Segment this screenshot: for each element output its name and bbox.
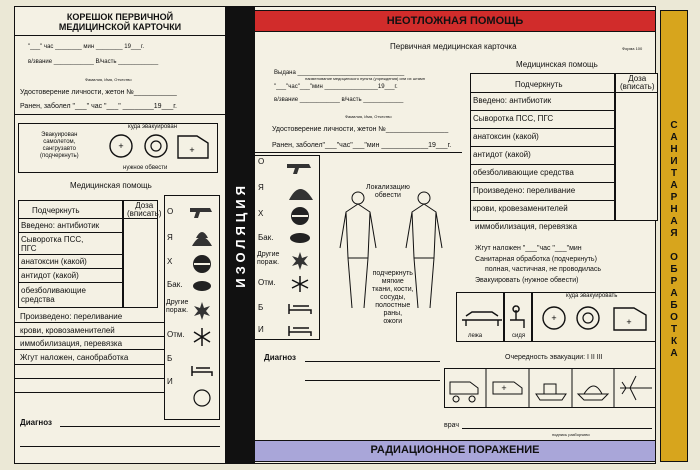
- stub-table-col: [122, 200, 124, 308]
- side-strip-letter: Я: [670, 228, 678, 239]
- bottom-banner-label: РАДИАЦИОННОЕ ПОРАЖЕНИЕ: [370, 444, 540, 456]
- stub-row-rule: [14, 378, 164, 379]
- side-strip-letter: [660, 240, 688, 252]
- card-letter: И: [258, 325, 264, 334]
- card-item: антидот (какой): [470, 150, 614, 165]
- stub-row-rule: [14, 349, 164, 350]
- pistol-icon: [287, 164, 311, 174]
- double-circle-icon: [145, 135, 167, 157]
- card-rule: [254, 152, 462, 153]
- side-strip-letter: А: [670, 216, 678, 227]
- side-strip-letter: Т: [670, 168, 678, 179]
- card-underline: Подчеркнуть: [515, 80, 563, 89]
- bed-icon: [289, 326, 311, 336]
- boat-icon: [578, 386, 608, 400]
- card-item: обезболивающие средства: [470, 168, 614, 183]
- stub-letter: Отм.: [167, 330, 185, 339]
- card-tourniquet: Жгут наложен "___"час "___"мин: [475, 245, 582, 252]
- stub-letter: О: [167, 207, 174, 216]
- side-strip-letter: Б: [670, 264, 678, 275]
- side-strip-letter: И: [670, 156, 678, 167]
- signature-hint: подпись разборчиво: [552, 432, 590, 437]
- stub-row-rule: [14, 336, 164, 337]
- stub-evac-icons: [100, 130, 220, 164]
- stub-injury-icons: [188, 198, 218, 418]
- stub-letter: Я: [167, 233, 173, 242]
- card-issued-hint: наименование медицинского пункта (учреждения) или их штамп: [305, 76, 425, 81]
- card-sanit2: полная, частичная, не проводилась: [485, 266, 602, 273]
- stub-item2: Произведено: переливание: [20, 312, 123, 321]
- stub-rule-2: [14, 114, 226, 115]
- explosion-icon: [289, 189, 313, 200]
- ship-icon: [536, 384, 566, 400]
- stub-item: Сыворотка ПСС, ПГС: [18, 235, 122, 255]
- stub-evac-by: Эвакуирован самолетом, сангрузавто (подчеркнуть): [40, 132, 79, 159]
- card-letter: Я: [258, 183, 264, 192]
- stub-item2: крови, кровозаменителей: [20, 326, 115, 335]
- card-letter: Отм.: [258, 278, 276, 287]
- side-strip-letter: А: [670, 348, 678, 359]
- card-name-hint: Фамилия, Имя, Отчество: [345, 114, 392, 119]
- card-item: Введено: антибиотик: [470, 96, 614, 111]
- stub-id: Удостоверение личности, жетон №___________: [20, 89, 177, 96]
- tissue-label: подчеркнуть мягкие ткани, кости, сосуды, полостные раны, ожоги: [372, 270, 414, 325]
- side-strip-letter: А: [670, 288, 678, 299]
- stub-item: обезболивающие средства: [21, 286, 86, 304]
- stub-item: антидот (какой): [18, 271, 122, 283]
- stub-letter: Б: [167, 354, 173, 363]
- stub-letter: Х: [167, 257, 173, 266]
- card-injury-icons: [285, 158, 319, 338]
- card-letter: Бак.: [258, 233, 274, 242]
- card-diag-rule: [305, 380, 440, 381]
- side-strip-letter: А: [670, 180, 678, 191]
- face-icon: [194, 390, 210, 406]
- stub-date: "___" час ________ мин ________ 19___г.: [28, 44, 145, 50]
- stub-diag-rule: [20, 446, 220, 447]
- card-diag-rule: [305, 361, 440, 362]
- svg-text:+: +: [118, 141, 124, 151]
- stub-letter: И: [167, 377, 173, 386]
- isolation-strip: [226, 6, 254, 464]
- isolation-label: ИЗОЛЯЦИЯ: [232, 182, 248, 288]
- stub-title: КОРЕШОК ПЕРВИЧНОЙ МЕДИЦИНСКОЙ КАРТОЧКИ: [58, 12, 182, 32]
- stub-letter: Другие пораж.: [166, 299, 189, 314]
- side-strip-letter: О: [670, 312, 678, 323]
- stub-row-rule: [14, 364, 164, 365]
- card-item: Произведено: переливание: [470, 186, 614, 201]
- stub-evac-title: куда эвакуирован: [128, 124, 178, 130]
- ambulance-icon: [493, 382, 522, 394]
- card-item: Сыворотка ПСС, ПГС: [470, 114, 614, 129]
- stub-diag-rule: [60, 426, 220, 427]
- plane-icon: [620, 376, 652, 400]
- side-strip-letter: К: [670, 336, 678, 347]
- card-evac: Эвакуировать (нужное обвести): [475, 277, 579, 284]
- transport-icons: [444, 368, 656, 408]
- card-issued: Выдана ________________________________: [274, 70, 405, 76]
- card-item: иммобилизация, перевязка: [475, 222, 578, 231]
- side-strip-letter: Р: [670, 276, 678, 287]
- bed-icon: [289, 304, 311, 314]
- card-sanit: Санитарная обработка (подчеркнуть): [475, 256, 597, 263]
- stub-underline: Подчеркнуть: [32, 206, 80, 215]
- side-strip-letter: Р: [670, 192, 678, 203]
- stub-item2: иммобилизация, перевязка: [20, 339, 123, 348]
- svg-text:+: +: [551, 313, 557, 323]
- svg-text:+: +: [501, 383, 507, 393]
- stretcher-icon: [462, 312, 502, 326]
- side-strip-letter: А: [670, 132, 678, 143]
- card-help-col: [614, 73, 616, 221]
- side-strip-label: [660, 120, 688, 360]
- card-letter: О: [258, 157, 265, 166]
- sitting-label: сидя: [512, 333, 526, 339]
- stub-dose: Доза (вписать): [127, 201, 162, 218]
- side-strip-letter: Б: [670, 300, 678, 311]
- stub-item: Введено: антибиотик: [18, 221, 122, 233]
- truck-icon: [450, 382, 478, 402]
- card-rank: в/звание ____________ в/часть ____________: [274, 97, 404, 103]
- card-item: крови, кровезаменителей: [473, 204, 568, 213]
- stub-wounded: Ранен, заболел "___" час "___" ________19___г.: [20, 103, 177, 110]
- doctor-label: врач: [444, 422, 459, 429]
- card-letter: Другие пораж.: [257, 251, 280, 266]
- evac-where-label: куда эвакуировать: [566, 293, 618, 299]
- card-title: Первичная медицинская карточка: [390, 42, 517, 51]
- evac-icons: [458, 300, 654, 334]
- stub-item2: Жгут наложен, санобработка: [20, 353, 129, 362]
- stub-title-rule: [14, 35, 226, 36]
- svg-text:+: +: [189, 145, 195, 155]
- card-med-help: Медицинская помощь: [516, 60, 598, 69]
- queue-label: Очередность эвакуации: I II III: [505, 354, 603, 361]
- side-strip-letter: С: [670, 120, 678, 131]
- stub-rank: в/звание ____________ В/часть ____________: [28, 59, 159, 65]
- snowflake-icon: [292, 276, 308, 292]
- stub-diag: Диагноз: [20, 418, 52, 427]
- card-help-head-rule: [470, 92, 658, 93]
- lying-label: лежа: [468, 333, 483, 339]
- stub-table-head-rule: [18, 218, 158, 219]
- explosion-icon: [192, 232, 212, 246]
- card-letter: Х: [258, 209, 264, 218]
- side-strip-letter: О: [670, 252, 678, 263]
- stub-item: анатоксин (какой): [18, 257, 122, 269]
- side-strip-letter: Н: [670, 144, 678, 155]
- stub-name-hint: Фамилия, Имя, Отчество: [85, 77, 132, 82]
- pistol-icon: [190, 208, 212, 218]
- stub-letter: Бак.: [167, 280, 183, 289]
- side-strip-letter: Н: [670, 204, 678, 215]
- card-id: Удостоверение личности, жетон №________________: [272, 126, 449, 133]
- stub-row-rule: [14, 322, 164, 323]
- card-dose: Доза (вписать): [620, 74, 655, 91]
- side-strip-letter: Т: [670, 324, 678, 335]
- bug-icon: [290, 233, 310, 243]
- double-circle-icon: [577, 307, 599, 329]
- doctor-rule: [462, 428, 652, 429]
- stub-evac-other: нужное обвести: [123, 165, 168, 171]
- bug-icon: [193, 281, 211, 291]
- card-wounded: Ранен, заболел"___"час"___"мин ____________19___г.: [272, 142, 452, 149]
- bed-icon: [192, 366, 212, 376]
- stub-row-rule: [14, 392, 164, 393]
- card-form: Форма 100: [622, 46, 643, 51]
- burst-icon: [292, 252, 308, 270]
- top-banner-label: НЕОТЛОЖНАЯ ПОМОЩЬ: [386, 15, 524, 27]
- localization-label: Локализацию обвести: [366, 184, 410, 199]
- card-date: "___"час"___"мин ________________19___г.: [274, 84, 398, 90]
- card-letter: Б: [258, 303, 264, 312]
- card-item: анатоксин (какой): [470, 132, 614, 147]
- burst-icon: [194, 302, 210, 320]
- snowflake-icon: [194, 328, 210, 346]
- card-diag: Диагноз: [264, 353, 296, 362]
- svg-text:+: +: [626, 317, 632, 327]
- stub-med-help: Медицинская помощь: [70, 181, 152, 190]
- seated-person-icon: [510, 306, 524, 328]
